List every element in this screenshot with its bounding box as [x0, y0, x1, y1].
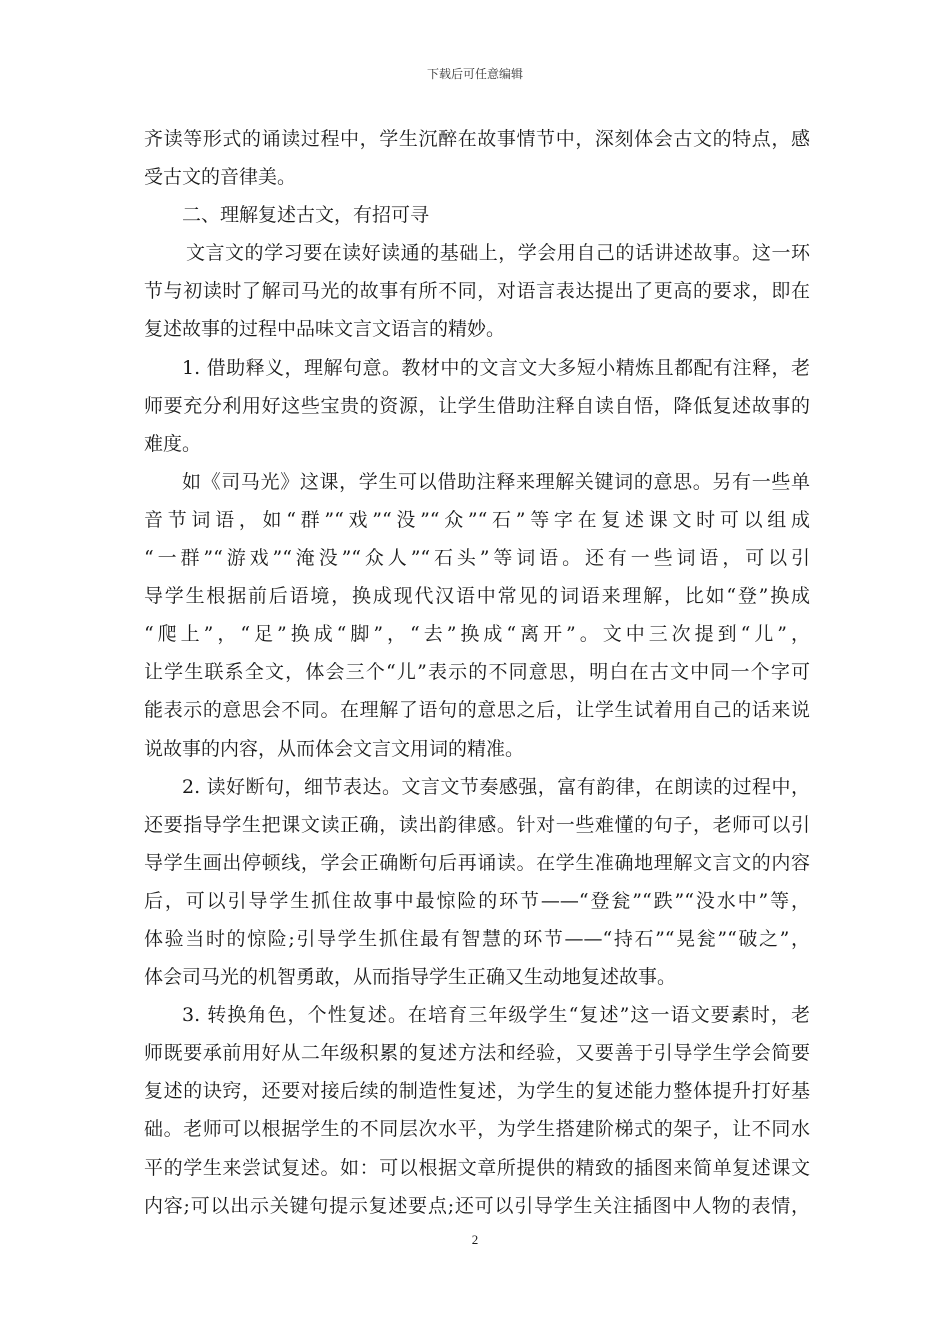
text-line: 导学生根据前后语境，换成现代汉语中常见的词语来理解，比如“登”换成 — [144, 585, 810, 608]
text-line: 还要指导学生把课文读正确，读出韵律感。针对一些难懂的句子，老师可以引 — [144, 813, 810, 836]
text-line: 体会司马光的机智勇敢，从而指导学生正确又生动地复述故事。 — [144, 966, 677, 989]
text-line: 能表示的意思会不同。在理解了语句的意思之后，让学生试着用自己的话来说 — [144, 699, 810, 722]
text-line: 师既要承前用好从二年级积累的复述方法和经验，又要善于引导学生学会简要 — [144, 1042, 810, 1065]
text-line: 内容;可以出示关键句提示复述要点;还可以引导学生关注插图中人物的表情， — [144, 1194, 810, 1217]
text-line: 平的学生来尝试复述。如：可以根据文章所提供的精致的插图来简单复述课文 — [144, 1156, 810, 1179]
text-line: 复述的诀窍，还要对接后续的制造性复述，为学生的复述能力整体提升打好基 — [144, 1080, 810, 1103]
text-line: 础。老师可以根据学生的不同层次水平，为学生搭建阶梯式的架子，让不同水 — [144, 1118, 810, 1141]
text-line: 师要充分利用好这些宝贵的资源，让学生借助注释自读自悟，降低复述故事的 — [144, 394, 810, 417]
page-number: 2 — [471, 1232, 479, 1247]
text-line: 受古文的音律美。 — [144, 166, 297, 189]
text-line: 音节词语，如“群”“戏”“没”“众”“石”等字在复述课文时可以组成 — [144, 508, 810, 531]
text-line: 3. 转换角色，个性复述。在培育三年级学生“复述”这一语文要素时，老 — [182, 1004, 810, 1027]
body-text — [144, 120, 810, 1225]
text-line: 文言文的学习要在读好读通的基础上，学会用自己的话讲述故事。这一环 — [186, 242, 810, 265]
text-line: 后，可以引导学生抓住故事中最惊险的环节——“登瓮”“跌”“没水中”等， — [144, 889, 810, 912]
text-line: 节与初读时了解司马光的故事有所不同，对语言表达提出了更高的要求，即在 — [144, 280, 810, 303]
page-header: 下载后可任意编辑 — [426, 67, 523, 81]
text-line: 齐读等形式的诵读过程中，学生沉醉在故事情节中，深刻体会古文的特点，感 — [144, 128, 810, 150]
text-line: “一群”“游戏”“淹没”“众人”“石头”等词语。还有一些词语，可以引 — [144, 547, 810, 570]
text-line: 2. 读好断句，细节表达。文言文节奏感强，富有韵律，在朗读的过程中， — [182, 775, 810, 798]
text-line: 导学生画出停顿线，学会正确断句后再诵读。在学生准确地理解文言文的内容 — [144, 851, 810, 874]
text-line: 让学生联系全文，体会三个“儿”表示的不同意思，明白在古文中同一个字可 — [144, 661, 810, 684]
text-line: “爬上”，“足”换成“脚”，“去”换成“离开”。文中三次提到“儿”， — [144, 623, 810, 646]
text-line: 难度。 — [144, 432, 202, 455]
text-line: 复述故事的过程中品味文言文语言的精妙。 — [144, 318, 506, 341]
text-line: 说故事的内容，从而体会文言文用词的精准。 — [144, 737, 525, 760]
text-line: 体验当时的惊险;引导学生抓住最有智慧的环节——“持石”“晃瓮”“破之”， — [144, 927, 810, 950]
text-line: 1. 借助释义，理解句意。教材中的文言文大多短小精炼且都配有注释，老 — [182, 356, 810, 379]
text-line: 如《司马光》这课，学生可以借助注释来理解关键词的意思。另有一些单 — [182, 470, 810, 493]
section-heading: 二、理解复述古文，有招可寻 — [182, 204, 430, 227]
